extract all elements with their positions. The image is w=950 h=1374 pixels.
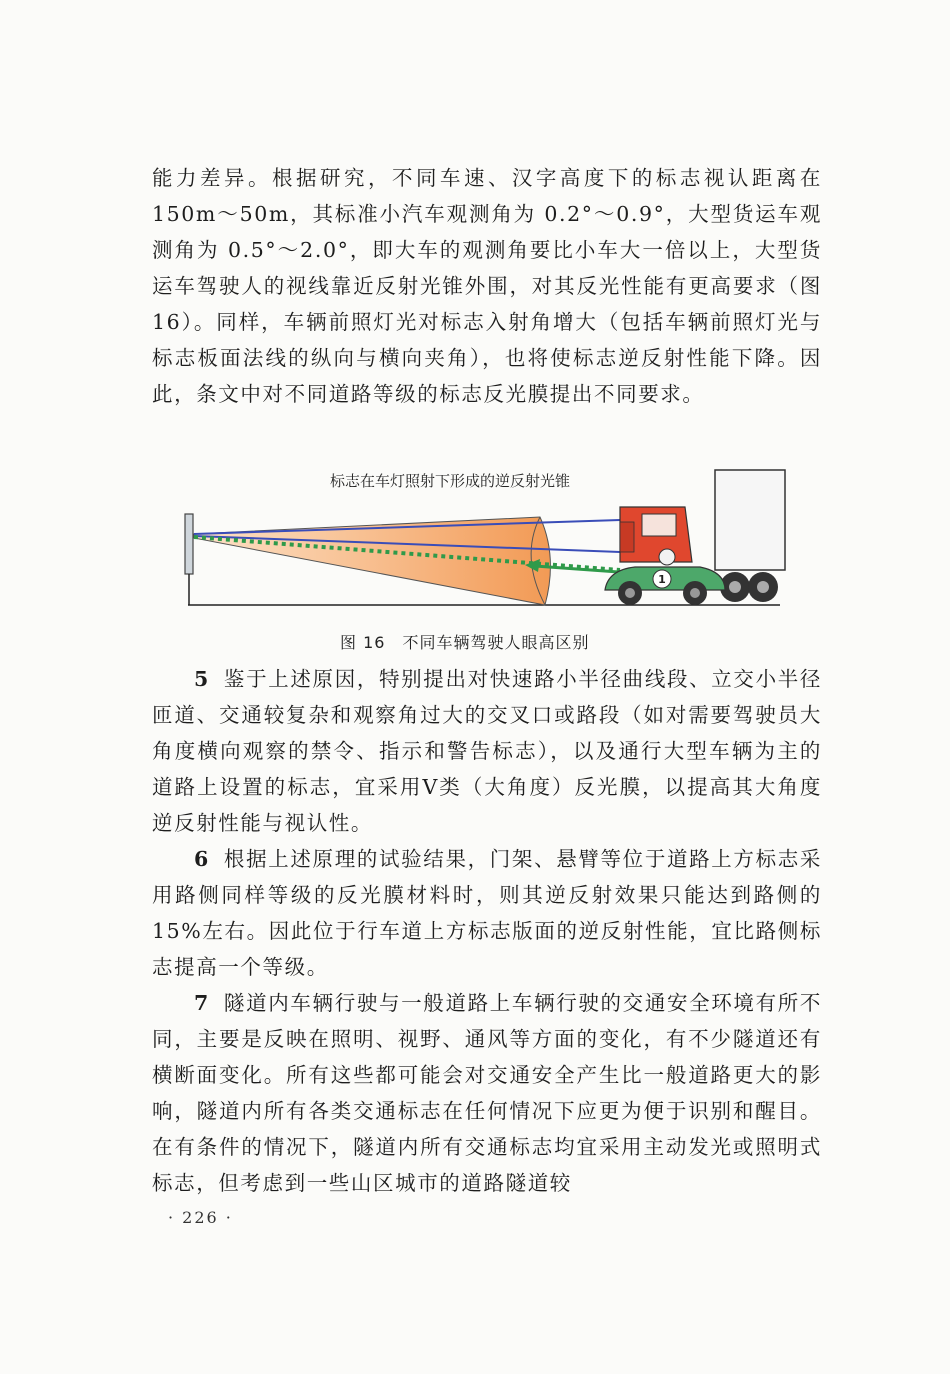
- truck-grille: [620, 522, 634, 552]
- car-badge-number: 1: [658, 573, 666, 586]
- car-driver-head: [659, 549, 675, 565]
- figure-title: 标志在车灯照射下形成的逆反射光锥: [330, 472, 571, 490]
- paragraph-number: 5: [194, 667, 210, 691]
- truck-trailer: [715, 470, 785, 570]
- sign-board: [185, 514, 193, 574]
- paragraph-continued: 能力差异。根据研究，不同车速、汉字高度下的标志视认距离在150m～50m，其标准小汽车观测角为 0.2°～0.9°，大型货运车观测角为 0.5°～2.0°，即大车的观测角要比小车大一倍以上，大型货运车驾驶人的视线靠近反射光锥外围，对其反光性能有更高要求（图 16）。同样，车辆前照灯光对标志入射角增大（包括车辆前照灯光与标志板面法线的纵向与横向夹角），也将使标志逆反射性能下降。因此，条文中对不同道路等级的标志反光膜提出不同要求。: [152, 166, 822, 406]
- paragraph-number: 6: [194, 847, 210, 871]
- figure-caption: 图 16 不同车辆驾驶人眼高区别: [340, 633, 590, 652]
- numbered-paragraph: [152, 661, 822, 841]
- truck-window: [642, 514, 676, 536]
- paragraph-number: 7: [194, 991, 210, 1015]
- numbered-paragraph: [152, 841, 822, 985]
- body-text-bottom: [152, 661, 822, 1201]
- retroreflection-cone: [194, 517, 550, 605]
- paragraph-text: 鉴于上述原因，特别提出对快速路小半径曲线段、立交小半径匝道、交通较复杂和观察角过大的交叉口或路段（如对需要驾驶员大角度横向观察的禁令、指示和警告标志），以及通行大型车辆为主的道路上设置的标志，宜采用Ⅴ类（大角度）反光膜，以提高其大角度逆反射性能与视认性。: [152, 667, 822, 835]
- page-number: · 226 ·: [168, 1208, 233, 1227]
- numbered-paragraph: [152, 985, 822, 1201]
- paragraph-text: 根据上述原理的试验结果，门架、悬臂等位于道路上方标志采用路侧同样等级的反光膜材料时，则其逆反射效果只能达到路侧的 15%左右。因此位于行车道上方标志版面的逆反射性能，宜比路侧标志提高一个等级。: [152, 847, 822, 979]
- body-text-top: [152, 160, 822, 412]
- retroreflection-figure: [180, 462, 790, 612]
- paragraph-text: 隧道内车辆行驶与一般道路上车辆行驶的交通安全环境有所不同，主要是反映在照明、视野、通风等方面的变化，有不少隧道还有横断面变化。所有这些都可能会对交通安全产生比一般道路更大的影响，隧道内所有各类交通标志在任何情况下应更为便于识别和醒目。在有条件的情况下，隧道内所有交通标志均宜采用主动发光或照明式标志，但考虑到一些山区城市的道路隧道较: [152, 991, 822, 1195]
